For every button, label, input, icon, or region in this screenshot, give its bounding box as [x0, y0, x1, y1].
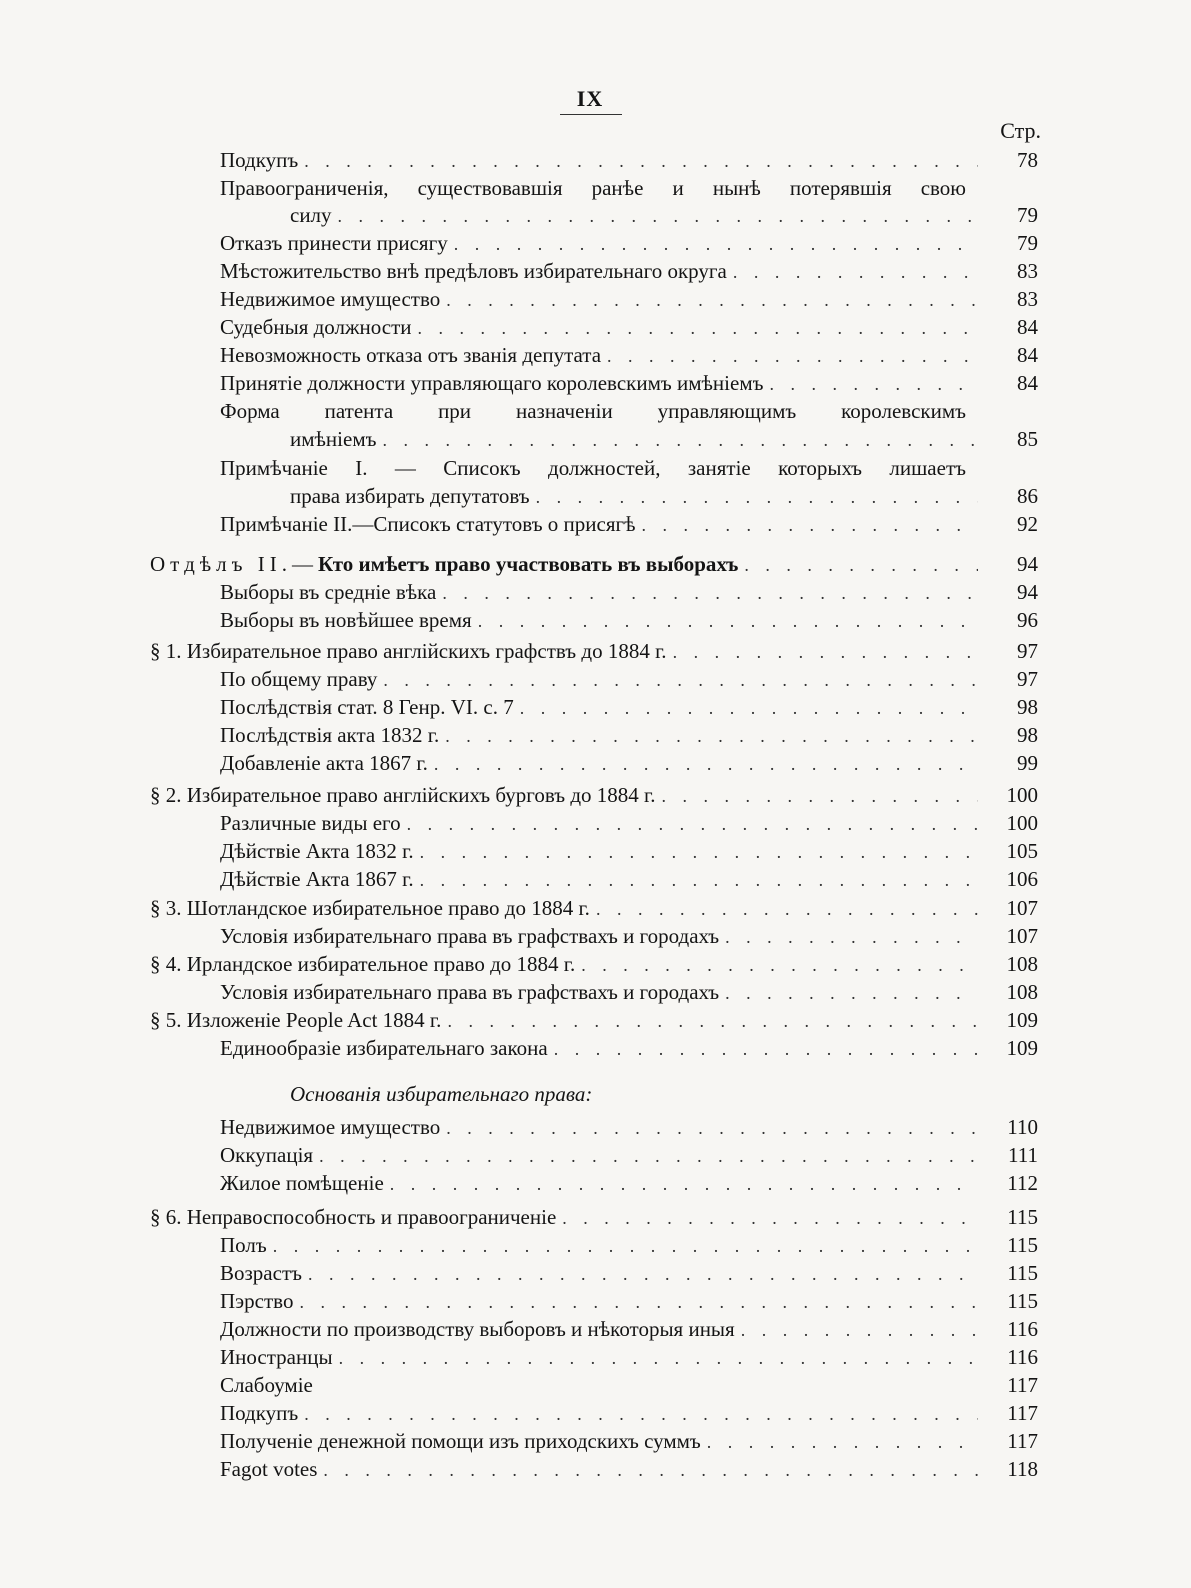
- toc-entry-page: 94: [1017, 580, 1038, 604]
- leader-dots: [735, 1316, 978, 1344]
- toc-entry-title: Условія избирательнаго права въ графствахъ и городахъ: [220, 924, 720, 948]
- leader-dots: [428, 750, 978, 778]
- toc-entry: [290, 425, 1038, 453]
- toc-entry-page: 94: [1017, 552, 1038, 576]
- toc-entry-title: Добавленіе акта 1867 г.: [220, 751, 428, 775]
- leader-dots: [317, 1456, 978, 1484]
- toc-entry-page: 106: [1006, 867, 1038, 891]
- toc-entry-page: 97: [1017, 667, 1038, 691]
- toc-entry-title: § 2. Избирательное право англійскихъ бурговъ до 1884 г.: [150, 783, 656, 807]
- leader-dots: [302, 1260, 978, 1288]
- toc-entry: [220, 1287, 1038, 1315]
- toc-entry: [220, 721, 1038, 749]
- toc-entry-title: § 4. Ирландское избирательное право до 1884 г.: [150, 952, 576, 976]
- toc-entry-title: § 1. Избирательное право англійскихъ графствъ до 1884 г.: [150, 639, 667, 663]
- leader-dots: [763, 370, 978, 398]
- toc-entry: [220, 837, 1038, 865]
- leader-dots: [414, 838, 978, 866]
- toc-entry-page: 108: [1006, 980, 1038, 1004]
- page-number-rule: [560, 114, 622, 115]
- toc-entry-page: 92: [1017, 512, 1038, 536]
- page-column-label: Стр.: [1000, 118, 1041, 143]
- toc-entry: [220, 1315, 1038, 1343]
- leader-dots: [601, 342, 978, 370]
- toc-entry-page: 96: [1017, 608, 1038, 632]
- leader-dots: [293, 1288, 978, 1316]
- toc-entry: [220, 978, 1038, 1006]
- toc-entry-title: Послѣдствія акта 1832 г.: [220, 723, 440, 747]
- leader-dots: [414, 866, 978, 894]
- toc-entry: [220, 749, 1038, 777]
- leader-dots: [441, 1007, 978, 1035]
- toc-entry-title: Судебныя должности: [220, 315, 412, 339]
- toc-entry-title: Жилое помѣщеніе: [220, 1171, 384, 1195]
- section-entry: [150, 781, 1038, 809]
- toc-entry-title: Выборы въ средніе вѣка: [220, 580, 437, 604]
- leader-dots: [384, 1170, 978, 1198]
- leader-dots: [440, 286, 978, 314]
- toc-entry-page: 100: [1006, 811, 1038, 835]
- toc-entry-page: 115: [1007, 1205, 1038, 1229]
- toc-entry: [220, 665, 1038, 693]
- section-entry: [150, 894, 1038, 922]
- toc-entry-continuation: силу: [290, 203, 332, 227]
- toc-entry-title: Слабоуміе: [220, 1373, 313, 1397]
- toc-entry-page: 79: [1017, 231, 1038, 255]
- toc-entry-title: Единообразіе избирательнаго закона: [220, 1036, 548, 1060]
- toc-entry-title: Условія избирательнаго права въ графствахъ и городахъ: [220, 980, 720, 1004]
- leader-dots: [636, 511, 978, 539]
- leader-dots: [436, 579, 978, 607]
- toc-entry: [220, 606, 1038, 634]
- toc-entry-title: § 3. Шотландское избирательное право до 1884 г.: [150, 896, 590, 920]
- toc-entry: [220, 578, 1038, 606]
- leader-dots: [298, 147, 978, 175]
- toc-entry-title: Принятіе должности управляющаго королевскимъ имѣніемъ: [220, 371, 764, 395]
- leader-dots: [719, 979, 978, 1007]
- toc-entry: [220, 1427, 1038, 1455]
- toc-entry-title: Недвижимое имущество: [220, 287, 441, 311]
- toc-entry: [220, 922, 1038, 950]
- toc-entry-page: 99: [1017, 751, 1038, 775]
- leader-dots: [556, 1204, 978, 1232]
- toc-entry-title: Полъ: [220, 1233, 267, 1257]
- toc-entry: [220, 1455, 1038, 1483]
- toc-entry-title: Fagot votes: [220, 1457, 318, 1481]
- section-title: Кто имѣетъ право участвовать въ выборахъ: [317, 552, 739, 576]
- toc-entry-page: 108: [1006, 952, 1038, 976]
- toc-entry-title: Примѣчаніе II.—Списокъ статутовъ о присягѣ: [220, 512, 636, 536]
- toc-entry: [290, 482, 1038, 510]
- toc-entry-title: Оккупація: [220, 1143, 314, 1167]
- toc-entry: [220, 1371, 1038, 1399]
- leader-dots: [472, 607, 978, 635]
- toc-entry: [220, 1231, 1038, 1259]
- toc-entry-title: Пэрство: [220, 1289, 294, 1313]
- leader-dots: [332, 202, 978, 230]
- toc-entry-page: 112: [1007, 1171, 1038, 1195]
- toc-entry-title: Должности по производству выборовъ и нѣкоторыя иныя: [220, 1317, 735, 1341]
- leader-dots: [727, 258, 978, 286]
- toc-entry-title: Отказъ принести присягу: [220, 231, 448, 255]
- toc-entry-page: 117: [1007, 1401, 1038, 1425]
- toc-entry-page: 107: [1006, 924, 1038, 948]
- toc-entry: [220, 369, 1038, 397]
- toc-entry-title: Подкупъ: [220, 148, 299, 172]
- toc-entry-page: 84: [1017, 371, 1038, 395]
- toc-entry-page: 78: [1017, 148, 1038, 172]
- toc-entry-title: Форма патента при назначеніи управляющимъ королевскимъ: [220, 399, 966, 423]
- leader-dots: [376, 426, 978, 454]
- section-prefix: Отдѣлъ II.—: [150, 552, 318, 576]
- toc-entry-page: 107: [1006, 896, 1038, 920]
- subsection-heading: Основанія избирательнаго права:: [290, 1082, 593, 1106]
- toc-entry-page: 105: [1006, 839, 1038, 863]
- section-entry: [150, 1203, 1038, 1231]
- leader-dots: [667, 638, 978, 666]
- toc-entry-page: 85: [1017, 427, 1038, 451]
- toc-entry-page: 83: [1017, 287, 1038, 311]
- toc-entry-title: Примѣчаніе I. — Списокъ должностей, занятіе которыхъ лишаетъ: [220, 456, 966, 480]
- leader-dots: [656, 782, 979, 810]
- leader-dots: [719, 923, 978, 951]
- toc-entry-page: 84: [1017, 315, 1038, 339]
- toc-entry-page: 86: [1017, 484, 1038, 508]
- toc-entry: [220, 257, 1038, 285]
- leader-dots: [333, 1344, 978, 1372]
- toc-entry-title: Возрастъ: [220, 1261, 302, 1285]
- toc-entry: [220, 1343, 1038, 1371]
- toc-entry: [220, 1034, 1038, 1062]
- leader-dots: [377, 666, 978, 694]
- leader-dots: [590, 895, 978, 923]
- toc-entry-continuation: права избирать депутатовъ: [290, 484, 530, 508]
- toc-entry-title: Послѣдствія стат. 8 Генр. VI. c. 7: [220, 695, 514, 719]
- toc-entry: [220, 1259, 1038, 1287]
- toc-entry: [220, 341, 1038, 369]
- toc-entry-title: Различные виды его: [220, 811, 401, 835]
- toc-entry-page: 115: [1007, 1261, 1038, 1285]
- toc-entry: [220, 809, 1038, 837]
- toc-entry-page: 98: [1017, 723, 1038, 747]
- toc-entry: [220, 693, 1038, 721]
- toc-entry: [220, 510, 1038, 538]
- toc-entry: [220, 146, 1038, 174]
- section-entry: [150, 637, 1038, 665]
- leader-dots: [548, 1035, 978, 1063]
- toc-entry: [220, 865, 1038, 893]
- toc-entry-page: 109: [1006, 1036, 1038, 1060]
- leader-dots: [313, 1142, 978, 1170]
- leader-dots: [267, 1232, 978, 1260]
- toc-entry-page: 110: [1007, 1115, 1038, 1139]
- toc-entry-page: 116: [1007, 1345, 1038, 1369]
- toc-entry-page: 117: [1007, 1429, 1038, 1453]
- toc-entry-title: Правоограниченія, существовавшія ранѣе и нынѣ потерявшія свою: [220, 176, 966, 200]
- toc-entry-page: 115: [1007, 1233, 1038, 1257]
- toc-entry: [220, 285, 1038, 313]
- leader-dots: [448, 230, 978, 258]
- toc-entry-page: 116: [1007, 1317, 1038, 1341]
- toc-entry-title: § 6. Неправоспособность и правоограниченіе: [150, 1205, 557, 1229]
- toc-entry: [220, 1399, 1038, 1427]
- toc-entry-page: 111: [1008, 1143, 1038, 1167]
- toc-entry-page: 79: [1017, 203, 1038, 227]
- leader-dots: [575, 951, 978, 979]
- leader-dots: [514, 694, 978, 722]
- leader-dots: [298, 1400, 978, 1428]
- toc-entry-title: Выборы въ новѣйшее время: [220, 608, 472, 632]
- toc-entry-page: 117: [1007, 1373, 1038, 1397]
- toc-entry-page: 109: [1006, 1008, 1038, 1032]
- toc-entry-title: § 5. Изложеніе People Act 1884 г.: [150, 1008, 442, 1032]
- toc-entry: [220, 313, 1038, 341]
- toc-entry-title: Невозможность отказа отъ званія депутата: [220, 343, 602, 367]
- leader-dots: [401, 810, 978, 838]
- toc-entry-title: Дѣйствіе Акта 1867 г.: [220, 867, 414, 891]
- toc-entry: [220, 1169, 1038, 1197]
- toc-entry-title: Подкупъ: [220, 1401, 299, 1425]
- leader-dots: [440, 1114, 978, 1142]
- toc-entry: [220, 1141, 1038, 1169]
- toc-entry-title: Полученіе денежной помощи изъ приходскихъ суммъ: [220, 1429, 701, 1453]
- page-number: IX: [576, 86, 604, 111]
- toc-entry-title: Дѣйствіе Акта 1832 г.: [220, 839, 414, 863]
- leader-dots: [530, 483, 978, 511]
- toc-entry: [220, 229, 1038, 257]
- section-entry: [150, 550, 1038, 578]
- toc-entry-continuation: имѣніемъ: [290, 427, 377, 451]
- toc-entry-page: 83: [1017, 259, 1038, 283]
- toc-entry-page: 118: [1007, 1457, 1038, 1481]
- toc-entry-title: Мѣстожительство внѣ предѣловъ избирательнаго округа: [220, 259, 727, 283]
- leader-dots: [412, 314, 978, 342]
- toc-entry-page: 97: [1017, 639, 1038, 663]
- toc-entry: [220, 1113, 1038, 1141]
- section-entry: [150, 950, 1038, 978]
- toc-entry-title: Недвижимое имущество: [220, 1115, 441, 1139]
- toc-entry-page: 98: [1017, 695, 1038, 719]
- leader-dots: [701, 1428, 978, 1456]
- toc-entry-page: 84: [1017, 343, 1038, 367]
- toc-entry-title: Иностранцы: [220, 1345, 333, 1369]
- toc-entry-page: 115: [1007, 1289, 1038, 1313]
- section-entry: [150, 1006, 1038, 1034]
- leader-dots: [439, 722, 978, 750]
- toc-entry: [290, 201, 1038, 229]
- toc-entry-page: 100: [1006, 783, 1038, 807]
- leader-dots: [738, 551, 978, 579]
- toc-entry-title: По общему праву: [220, 667, 378, 691]
